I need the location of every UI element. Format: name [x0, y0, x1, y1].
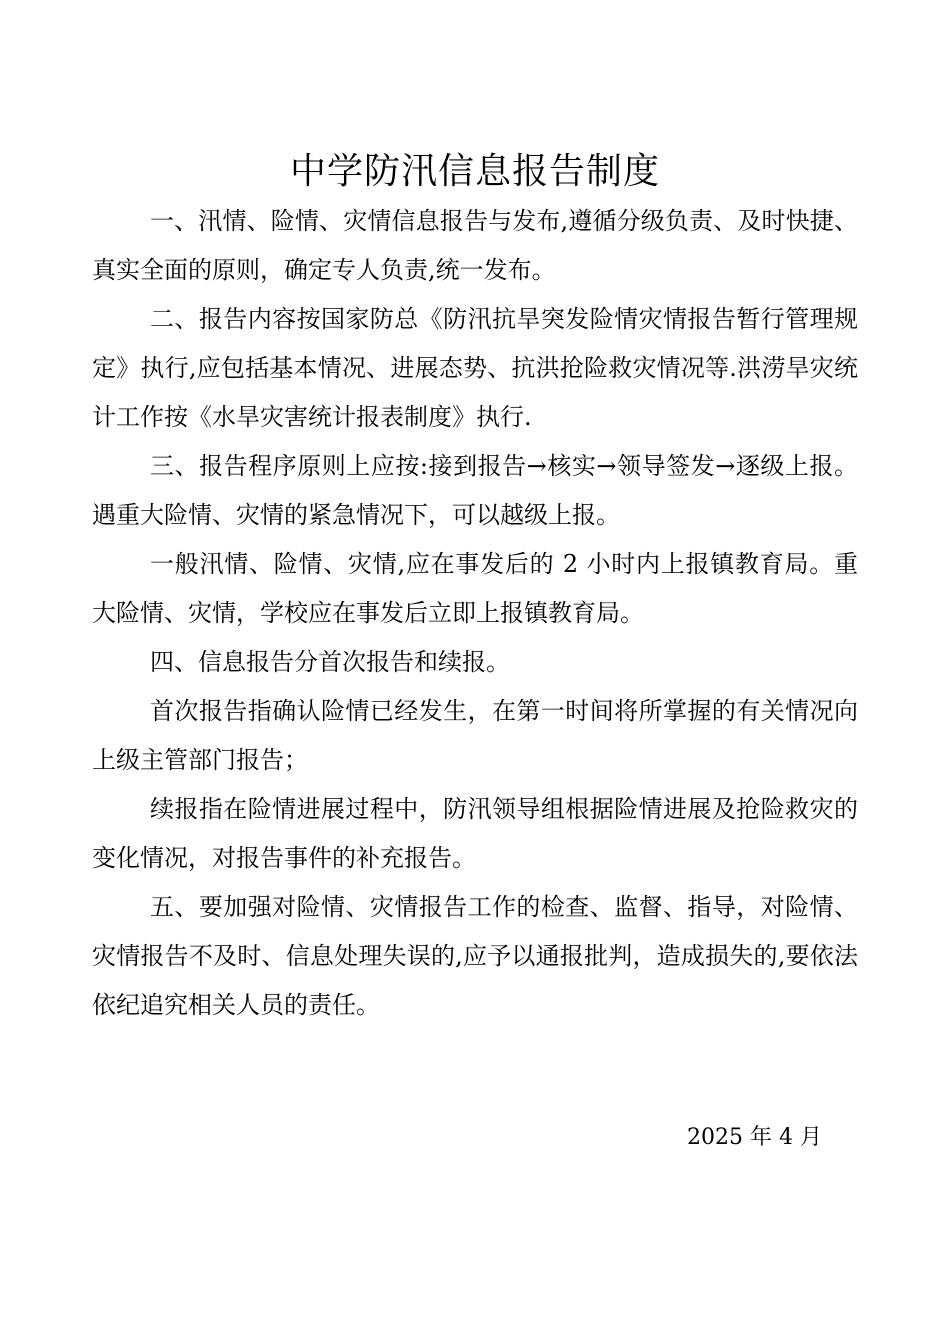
paragraph-4-report-deadlines: 一般汛情、险情、灾情,应在事发后的 2 小时内上报镇教育局。重大险情、灾情，学校应在事发后立即上报镇教育局。: [92, 550, 858, 627]
paragraph-5-report-types: 四、信息报告分首次报告和续报。: [150, 648, 510, 676]
document-title: 中学防汛信息报告制度: [289, 151, 660, 192]
paragraph-3-report-procedure: 三、报告程序原则上应按:接到报告→核实→领导签发→逐级上报。遇重大险情、灾情的紧急情况下，可以越级上报。: [92, 452, 858, 529]
document-body: [92, 197, 858, 1030]
paragraph-7-follow-up-report: 续报指在险情进展过程中，防汛领导组根据险情进展及抢险救灾的变化情况，对报告事件的补充报告。: [92, 795, 858, 872]
paragraph-2-report-content: 二、报告内容按国家防总《防汛抗旱突发险情灾情报告暂行管理规定》执行,应包括基本情况、进展态势、抗洪抢险救灾情况等.洪涝旱灾统计工作按《水旱灾害统计报表制度》执行.: [92, 305, 858, 431]
paragraph-6-initial-report: 首次报告指确认险情已经发生，在第一时间将所掌握的有关情况向上级主管部门报告；: [92, 697, 858, 774]
paragraph-1-reporting-principles: 一、汛情、险情、灾情信息报告与发布,遵循分级负责、及时快捷、真实全面的原则，确定专人负责,统一发布。: [92, 207, 858, 284]
document-date: 2025 年 4 月: [687, 1125, 822, 1150]
paragraph-8-supervision: 五、要加强对险情、灾情报告工作的检查、监督、指导，对险情、灾情报告不及时、信息处理失误的,应予以通报批判，造成损失的,要依法依纪追究相关人员的责任。: [92, 893, 858, 1019]
